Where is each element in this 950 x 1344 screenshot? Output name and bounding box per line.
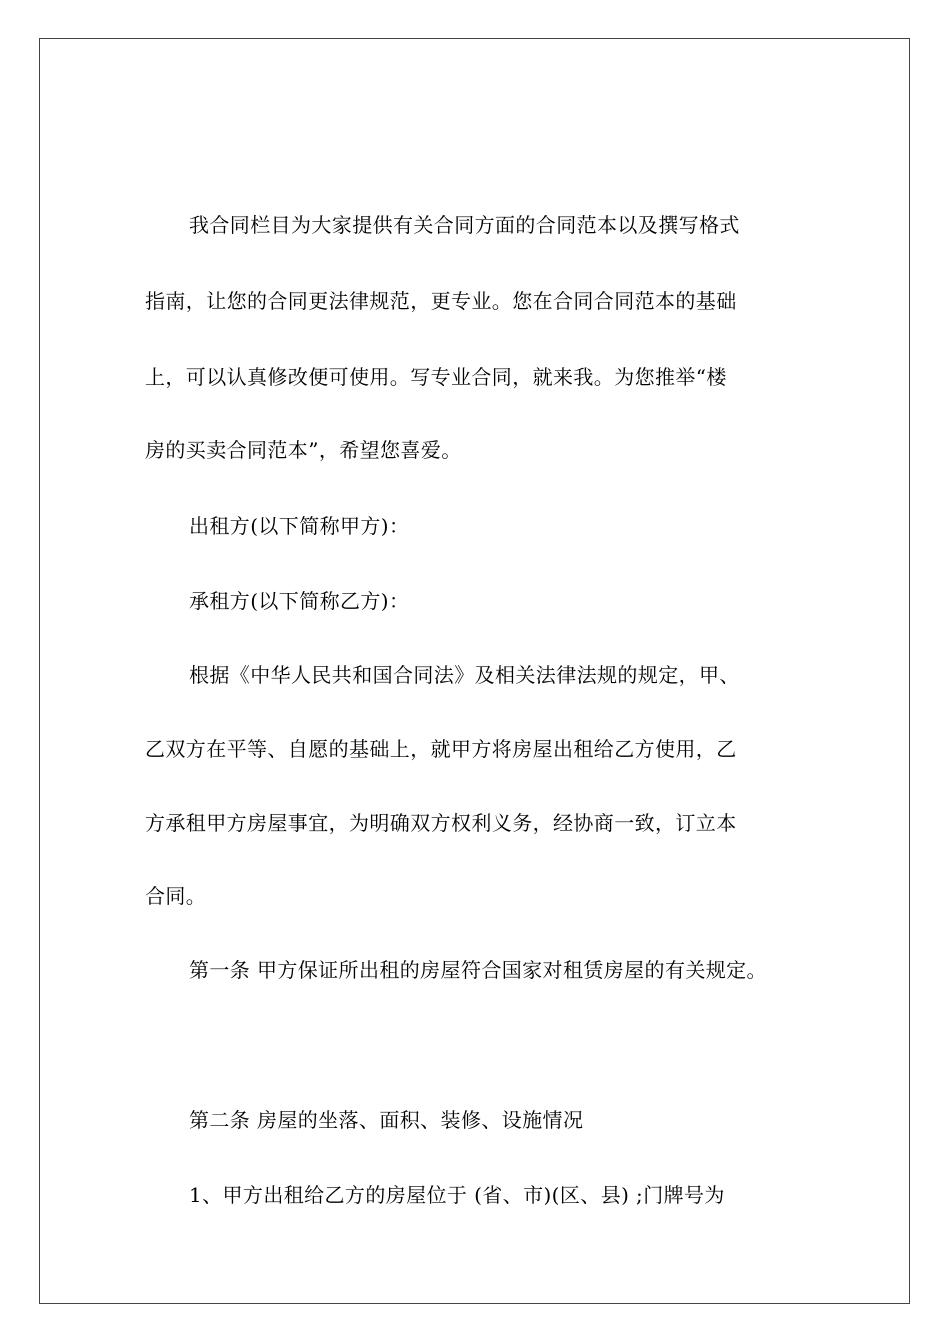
basis-paragraph-line-1: 根据《中华人民共和国合同法》及相关法律法规的规定，甲、: [189, 663, 740, 687]
intro-paragraph-line-3: 上，可以认真修改便可使用。写专业合同，就来我。为您推举“楼: [145, 365, 727, 389]
basis-paragraph-line-3: 方承租甲方房屋事宜，为明确双方权利义务，经协商一致，订立本: [145, 811, 737, 835]
basis-paragraph-line-4: 合同。: [145, 884, 207, 908]
intro-paragraph-line-2: 指南，让您的合同更法律规范，更专业。您在合同合同范本的基础: [145, 289, 737, 313]
article-1: 第一条 甲方保证所出租的房屋符合国家对租赁房屋的有关规定。: [189, 958, 767, 982]
intro-paragraph-line-4: 房的买卖合同范本”，希望您喜爱。: [145, 438, 462, 462]
article-2-item-1: 1、甲方出租给乙方的房屋位于 (省、市)(区、县) ;门牌号为: [189, 1183, 725, 1207]
intro-paragraph-line-1: 我合同栏目为大家提供有关合同方面的合同范本以及撰写格式: [189, 213, 740, 237]
lessee-label: 承租方(以下简称乙方)：: [189, 589, 410, 613]
basis-paragraph-line-2: 乙双方在平等、自愿的基础上，就甲方将房屋出租给乙方使用，乙: [145, 737, 737, 761]
lessor-label: 出租方(以下简称甲方)：: [189, 514, 410, 538]
article-2-heading: 第二条 房屋的坐落、面积、装修、设施情况: [189, 1108, 584, 1132]
